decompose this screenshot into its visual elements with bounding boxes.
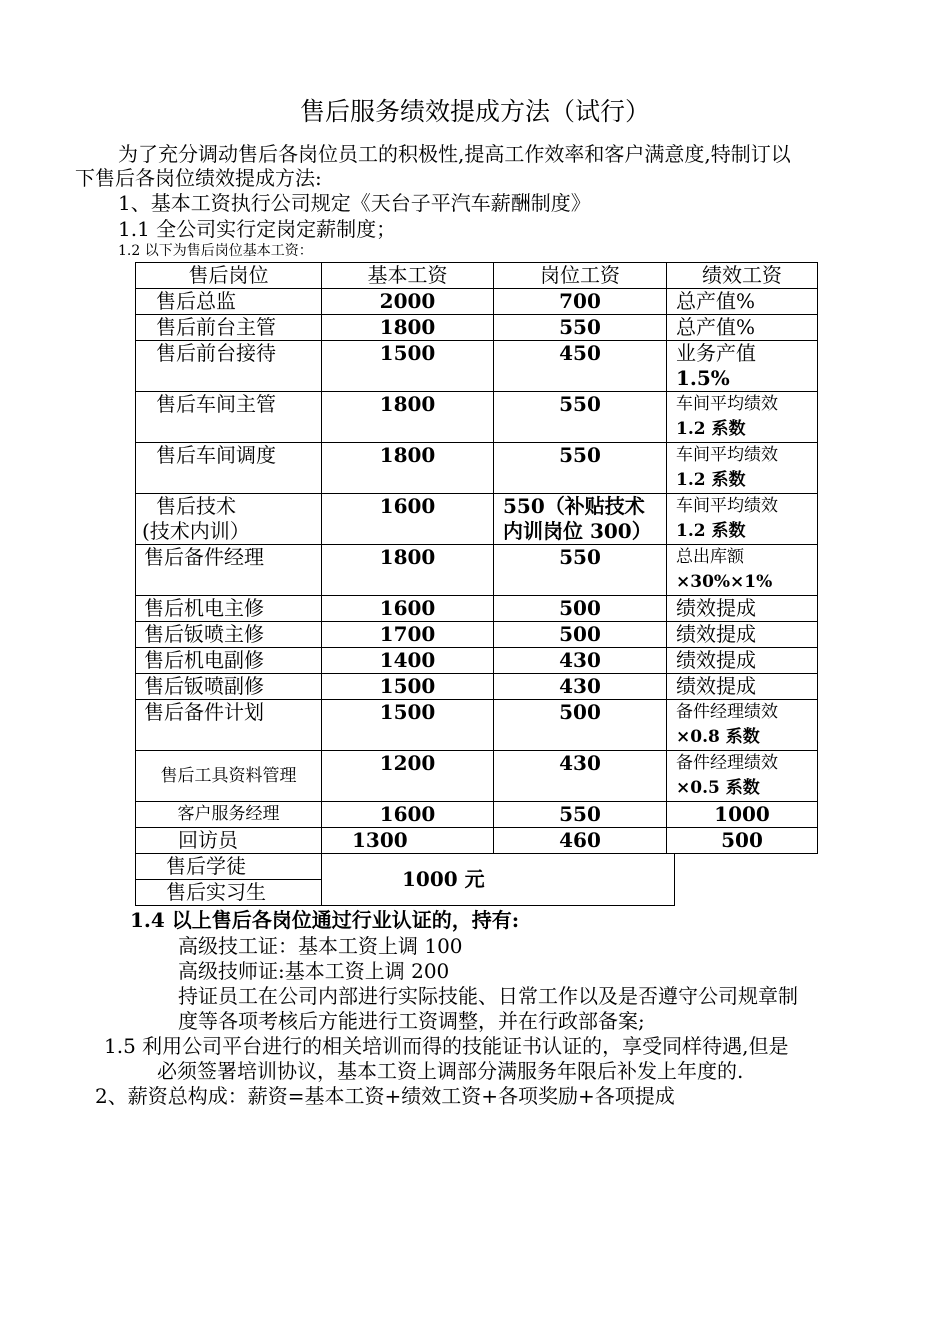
cell-post: 700	[494, 289, 667, 315]
cell-post: 550	[494, 443, 667, 494]
section-1-4-item-3-line-2: 度等各项考核后方能进行工资调整，并在行政部备案;	[178, 1009, 645, 1033]
table-row	[136, 494, 818, 545]
table-header-row	[136, 263, 818, 289]
table-row	[136, 802, 818, 828]
cell-position: 售后车间主管	[136, 392, 322, 443]
table-row	[136, 648, 818, 674]
section-1-5-line-2: 必须签署培训协议，基本工资上调部分满服务年限后补发上年度的.	[157, 1059, 744, 1083]
intro-line-1: 为了充分调动售后各岗位员工的积极性,提高工作效率和客户满意度,特制订以	[118, 142, 791, 166]
cell-post: 430	[494, 751, 667, 802]
cell-post: 430	[494, 674, 667, 700]
cell-post: 500	[494, 700, 667, 751]
cell-base: 1700	[322, 622, 494, 648]
document-title: 售后服务绩效提成方法（试行）	[299, 97, 650, 126]
cell-performance: 1000	[667, 802, 818, 828]
cell-base: 2000	[322, 289, 494, 315]
cell-position: 售后机电副修	[136, 648, 322, 674]
cell-performance: 绩效提成	[667, 674, 818, 700]
cell-post: 550	[494, 392, 667, 443]
cell-post: 460	[494, 828, 667, 854]
section-1-4-item-1: 高级技工证：基本工资上调 100	[178, 934, 463, 958]
performance-line-1: 总出库额	[676, 547, 744, 567]
cell-position: 售后车间调度	[136, 443, 322, 494]
section-1-4-item-2: 高级技师证:基本工资上调 200	[178, 959, 450, 983]
table-row	[136, 751, 818, 802]
performance-line-1: 备件经理绩效	[676, 702, 778, 722]
cell-post: 450	[494, 341, 667, 392]
performance-line-1: 车间平均绩效	[676, 445, 778, 465]
cell-base: 1400	[322, 648, 494, 674]
intro-line-2: 下售后各岗位绩效提成方法:	[75, 166, 322, 190]
table-row	[136, 596, 818, 622]
cell-position: 售后钣喷主修	[136, 622, 322, 648]
cell-performance: 绩效提成	[667, 622, 818, 648]
section-2: 2、薪资总构成：薪资=基本工资+绩效工资+各项奖励+各项提成	[95, 1084, 675, 1108]
header-post-salary: 岗位工资	[494, 263, 667, 289]
cell-position: 售后总监	[136, 289, 322, 315]
performance-line-1: 车间平均绩效	[676, 394, 778, 414]
performance-line-2: ×0.8 系数	[676, 727, 760, 747]
table-row	[136, 315, 818, 341]
section-1-4-text: 1.4 以上售后各岗位通过行业认证的，持有:	[130, 908, 520, 932]
cell-position: 售后备件经理	[136, 545, 322, 596]
cell-performance: 500	[667, 828, 818, 854]
cell-performance	[667, 392, 818, 443]
cell-position: 回访员	[136, 828, 322, 854]
cell-performance: 总产值%	[667, 315, 818, 341]
performance-line-2: 1.2 系数	[676, 470, 746, 490]
table-row	[136, 545, 818, 596]
table-row	[136, 700, 818, 751]
section-1-4-item-3-line-1: 持证员工在公司内部进行实际技能、日常工作以及是否遵守公司规章制	[178, 984, 798, 1008]
table-row	[136, 828, 818, 854]
section-1-heading: 1、基本工资执行公司规定《天台子平汽车薪酬制度》	[118, 191, 591, 215]
salary-table	[135, 262, 818, 906]
table-row	[136, 854, 818, 880]
cell-performance: 绩效提成	[667, 596, 818, 622]
cell-base: 1200	[322, 751, 494, 802]
cell-performance	[667, 443, 818, 494]
post-line-1: 550（补贴技术	[503, 494, 645, 518]
cell-base: 1800	[322, 315, 494, 341]
cell-performance	[667, 494, 818, 545]
table-row	[136, 622, 818, 648]
cell-base: 1500	[322, 341, 494, 392]
cell-base: 1800	[322, 392, 494, 443]
cell-post: 550	[494, 545, 667, 596]
cell-base: 1800	[322, 545, 494, 596]
cell-position: 售后钣喷副修	[136, 674, 322, 700]
table-row	[136, 392, 818, 443]
cell-position: 售后前台主管	[136, 315, 322, 341]
performance-line-1: 备件经理绩效	[676, 753, 778, 773]
cell-base: 1600	[322, 596, 494, 622]
table-row	[136, 341, 818, 392]
performance-line-2: 1.2 系数	[676, 521, 746, 541]
cell-post: 550	[494, 315, 667, 341]
section-1-5-line-1: 1.5 利用公司平台进行的相关培训而得的技能证书认证的，享受同样待遇,但是	[104, 1034, 789, 1058]
cell-position: 客户服务经理	[136, 802, 322, 828]
cell-position: 售后学徒	[136, 854, 322, 880]
empty-cell	[675, 880, 818, 906]
section-1-2: 1.2 以下为售后岗位基本工资：	[118, 243, 313, 259]
cell-position: 售后机电主修	[136, 596, 322, 622]
cell-position: 售后工具资料管理	[136, 751, 322, 802]
cell-base: 1800	[322, 443, 494, 494]
cell-base: 1600	[322, 802, 494, 828]
cell-post	[494, 494, 667, 545]
cell-position: 售后实习生	[136, 880, 322, 906]
table-row	[136, 443, 818, 494]
cell-position	[136, 494, 322, 545]
cell-base: 1500	[322, 674, 494, 700]
post-line-2: 内训岗位 300）	[503, 519, 652, 543]
cell-performance	[667, 341, 818, 392]
section-1-1: 1.1 全公司实行定岗定薪制度；	[118, 217, 397, 241]
performance-line-1: 业务产值	[676, 341, 756, 365]
cell-post: 500	[494, 596, 667, 622]
header-position: 售后岗位	[136, 263, 322, 289]
cell-post: 430	[494, 648, 667, 674]
position-line-1: 售后技术	[156, 494, 236, 518]
header-base-salary: 基本工资	[322, 263, 494, 289]
cell-base: 1500	[322, 700, 494, 751]
cell-post: 500	[494, 622, 667, 648]
cell-performance	[667, 700, 818, 751]
cell-performance	[667, 545, 818, 596]
cell-performance: 绩效提成	[667, 648, 818, 674]
performance-line-1: 车间平均绩效	[676, 496, 778, 516]
position-line-2: (技术内训）	[142, 519, 250, 543]
performance-line-2: ×0.5 系数	[676, 778, 760, 798]
section-1-4	[130, 904, 519, 933]
cell-post: 550	[494, 802, 667, 828]
table-row	[136, 289, 818, 315]
cell-position: 售后备件计划	[136, 700, 322, 751]
cell-position: 售后前台接待	[136, 341, 322, 392]
cell-base: 1300	[322, 828, 494, 854]
merged-salary-cell: 1000 元	[322, 854, 675, 906]
performance-line-2: 1.2 系数	[676, 419, 746, 439]
cell-performance: 总产值%	[667, 289, 818, 315]
performance-line-2: 1.5%	[676, 366, 730, 390]
table-row	[136, 674, 818, 700]
header-performance-salary: 绩效工资	[667, 263, 818, 289]
empty-cell	[675, 854, 818, 880]
cell-performance	[667, 751, 818, 802]
cell-base: 1600	[322, 494, 494, 545]
performance-line-2: ×30%×1%	[676, 572, 773, 592]
